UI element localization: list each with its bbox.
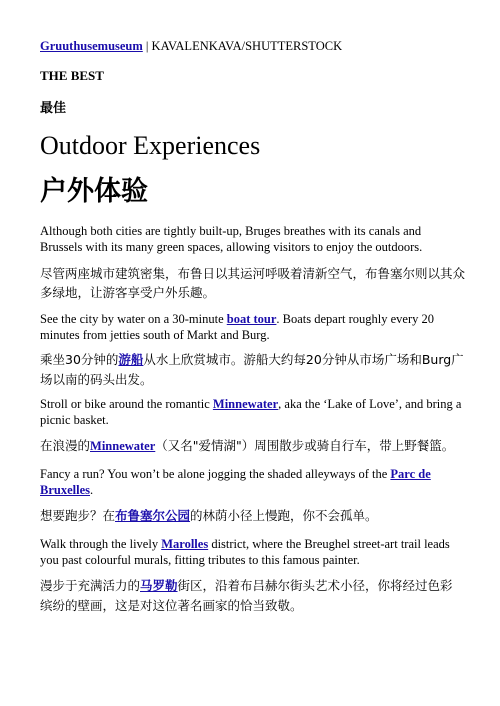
- text: 的林荫小径上慢跑，你不会孤单。: [190, 508, 378, 523]
- paragraph-4-en: [40, 466, 465, 498]
- paragraph-2-en: [40, 311, 465, 343]
- paragraph-2-zh: [40, 350, 465, 389]
- paragraph-1-zh: 尽管两座城市建筑密集，布鲁日以其运河呼吸着清新空气，布鲁塞尔则以其众多绿地，让游客享受户外乐趣。: [40, 266, 466, 300]
- text: 在浪漫的: [40, 438, 91, 453]
- parc-de-bruxelles-link[interactable]: Parc de Bruxelles: [40, 467, 431, 497]
- text: 乘坐30分钟的: [40, 352, 119, 367]
- paragraph-3-zh: [40, 436, 465, 456]
- credit-text: | KAVALENKAVA/SHUTTERSTOCK: [142, 39, 343, 53]
- page-title-en: Outdoor Experiences: [40, 131, 261, 160]
- photo-credit: [40, 38, 342, 54]
- text: , aka the ‘Lake of Love’, and bring a picnic basket.: [40, 397, 462, 427]
- text: 街区，沿着布吕赫尔街头艺术小径，你将经过色彩缤纷的壁画，这是对这位著名画家的恰当致敬。: [40, 578, 453, 613]
- paragraph-3-en: [40, 396, 465, 428]
- text: Walk through the lively: [40, 537, 162, 551]
- text: . Boats depart roughly every 20 minutes from jetties south of Markt and Burg.: [40, 312, 435, 342]
- paragraph-1-en: Although both cities are tightly built-up, Bruges breathes with its canals and Brussels with its many green spaces, allowing visitors to enjoy the outdoors.: [40, 224, 423, 254]
- parc-de-bruxelles-link-zh[interactable]: 布鲁塞尔公园: [115, 509, 191, 523]
- gruuthusemuseum-link[interactable]: Gruuthusemuseum: [40, 39, 143, 53]
- section-label-zh: 最佳: [40, 101, 67, 116]
- text: .: [90, 483, 94, 497]
- minnewater-link-zh[interactable]: Minnewater: [90, 439, 156, 453]
- paragraph-5-en: [40, 536, 465, 568]
- section-label-en: THE BEST: [40, 68, 104, 83]
- paragraph-4-zh: [40, 506, 465, 526]
- boat-tour-link-zh[interactable]: 游船: [118, 353, 144, 367]
- text: Fancy a run? You won’t be alone jogging the shaded alleyways of the: [40, 467, 391, 481]
- text: Stroll or bike around the romantic: [40, 397, 213, 411]
- paragraph-5-zh: [40, 576, 465, 615]
- minnewater-link[interactable]: Minnewater: [212, 397, 279, 411]
- page-title-zh: 户外体验: [40, 176, 148, 207]
- text: 想要跑步？在: [40, 508, 116, 523]
- marolles-link-zh[interactable]: 马罗勒: [140, 579, 178, 593]
- text: （又名"爱情湖"）周围散步或骑自行车，带上野餐篮。: [155, 438, 455, 453]
- text: See the city by water on a 30-minute: [40, 312, 227, 326]
- text: district, where the Breughel street-art trail leads you past colourful murals, fitting tributes to this famous painter.: [40, 537, 450, 567]
- boat-tour-link[interactable]: boat tour: [226, 312, 277, 326]
- marolles-link[interactable]: Marolles: [161, 537, 209, 551]
- text: 从水上欣赏城市。游船大约每20分钟从市场广场和Burg广场以南的码头出发。: [40, 352, 464, 387]
- text: 漫步于充满活力的: [40, 578, 141, 593]
